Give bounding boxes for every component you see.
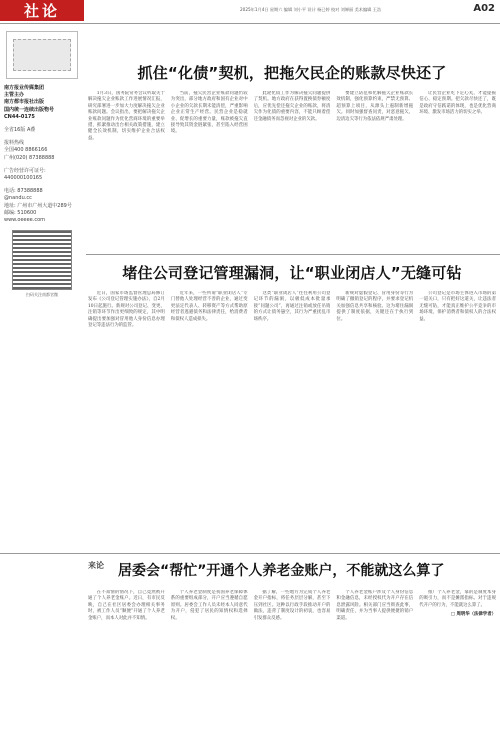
story2-col5: 公司登记是市场主体进入市场的第一道关口，只有把好这道关，让违法者无缝可钻，才能真正维护公平竞争的市场环境，保护消费者和债权人的合法权益。 (419, 291, 496, 322)
dateline: 2025年1月4日 星期六 编辑 刘小平 设计 杨已婷 校对 刘婵丽 美术编辑 王浩 (240, 7, 382, 12)
headline-registration: 堵住公司登记管理漏洞，让“职业闭店人”无缝可钻 (122, 264, 462, 282)
story3-col5: 推广个人养老金，靠的是制度本身的吸引力，而不是摊派指标。对于违规代开户的行为，不能就这么算了。 □ 周明华（法律学者） (419, 590, 496, 618)
cn-label: 国内统一连续出版物号 (4, 106, 55, 113)
hotline-label: 报料热线 (4, 140, 25, 147)
phone-line: 电话: 87388888 (4, 188, 43, 195)
sponsor-line: 主管主办 (4, 92, 25, 99)
divider (0, 553, 500, 554)
headline-pension: 居委会“帮忙”开通个人养老金账户，不能就这么算了 (118, 563, 445, 579)
divider (86, 254, 500, 255)
story3-col1: 在不知情的情况下，自己竟然被开通了个人养老金账户。近日，有市民反映，自己在社区居委会办理相关事务时，被工作人员“顺便”开通了个人养老金账户，而本人对此并不知情。 (88, 590, 165, 621)
address-line: 地址: 广州市广州大道中289号 (4, 202, 72, 209)
license-label: 广告经营许可证号: (4, 167, 46, 174)
ad-label: 全国400 8866166 (4, 147, 48, 154)
page-number: A02 (473, 3, 495, 14)
cn-number: CN44-0175 (4, 113, 35, 120)
story1-col3: 此轮化债工作为解决拖欠问题提供了契机。地方政府在获得置换债券额度后，应优先偿还拖欠企业的账款，将清欠作为化债的重要内容，不能只顾着偿还金融债务而忽视对企业的欠款。 (253, 91, 331, 122)
headline-debt: 抓住“化债”契机，把拖欠民企的账款尽快还了 (137, 64, 447, 82)
web-line: www.oeeee.com (4, 217, 46, 224)
editions: 全省16版 A叠 (4, 127, 36, 134)
dist-line: 广州(020) 87388888 (4, 154, 55, 161)
section-tab: 社论 (0, 0, 84, 21)
story2-col3: 这类“职业闭店人”往往利用公司登记环节的漏洞，以极低成本批量承接“问题公司”，再通过注销或放任吊销的方式让债务悬空，其行为严重扰乱市场秩序。 (253, 291, 331, 322)
license-number: 440000100165 (4, 175, 43, 182)
story1-col5: 让民营企业吃下定心丸，才能提振信心、稳定预期。把欠款尽快还了，既是政府守信践诺的体现，也是优化营商环境、激发市场活力的切实之举。 (419, 91, 496, 116)
byline: □ 周明华（法律学者） (450, 612, 496, 618)
site-line: @nandu.cc (4, 195, 32, 202)
qr-caption: 扫码关注南都官微 (26, 292, 58, 298)
publisher-line: 南方都市报社出版 (4, 99, 45, 106)
story1-col2: 当前，拖欠民营企业账款问题仍较为突出，部分地方政府和国有企业对中小企业的欠款长期未能清偿，严重影响企业正常生产经营。民营企业是稳就业、促增长的重要力量，账款被拖欠直接导致其资金链紧张，甚至陷入经营困境。 (170, 91, 248, 135)
story-registration (88, 262, 496, 541)
story1-col1: 1月3日，国务院常务会议听取关于解决拖欠企业账款工作进展情况汇报，研究部署进一步加大力度解决拖欠企业账款问题。会议指出，要把解决拖欠企业账款问题作为优化营商环境的重要举措，抓紧推动出台相关政策措施，建立健全长效机制，切实维护企业合法权益。 (88, 91, 165, 141)
masthead-sidebar (0, 25, 84, 558)
newspaper-logo (6, 31, 78, 79)
story-debt (88, 62, 496, 259)
story2-col4: 新规对虚假登记、冒用身份等行为明确了撤销登记的程序，并要求登记机关加强信息共享和核验。这为堵住漏洞提供了制度依据，关键还在于执行到位。 (336, 291, 414, 322)
story2-col1: 近日，国家市场监督管理总局修订发布《公司登记管理实施办法》，自2月10日起施行。新规对公司登记、变更、注销等环节作出更细致的规定，其中明确提出要加强对冒用他人身份信息办理登记等违法行为的监管。 (88, 291, 165, 329)
story3-col4: 个人养老金账户涉及个人身份信息和金融信息，未经授权代为开户存在信息泄露风险。相关部门应当彻查此事，明确责任，并为当事人提供便捷的销户渠道。 (336, 590, 414, 621)
story2-col2: 近年来，一些所谓“职业闭店人”专门替他人处理经营不善的企业，通过变更法定代表人、转移资产等方式帮助原经营者逃避债务和法律责任，给消费者和债权人造成损失。 (170, 291, 248, 322)
story3-col2: 个人养老金制度是我国养老保障体系的重要组成部分，开户应当遵循自愿原则。居委会工作人员未经本人同意代为开户，侵犯了居民的知情权和选择权。 (170, 590, 248, 621)
page-header (0, 0, 500, 24)
kicker-label: 来论 (88, 561, 104, 570)
owner-line: 南方报业传媒集团 (4, 85, 45, 91)
story3-col3: 据了解，一些地方为完成个人养老金开户指标，将任务层层分解，甚至下压到社区。这种以行政手段推动开户的做法，违背了制度设计的初衷，也容易引发群众反感。 (253, 590, 331, 621)
qr-code-icon[interactable] (12, 230, 72, 290)
story-pension (88, 590, 496, 746)
postcode-line: 邮编: 510600 (4, 209, 37, 216)
story1-col4: 要建立防范和化解拖欠企业账款长效机制，强化预算约束，严禁无预算、超预算上项目，从源头上遏制新增拖欠。同时加强督查问责，对恶意拖欠、边清边欠等行为依法依规严肃处理。 (336, 91, 414, 122)
